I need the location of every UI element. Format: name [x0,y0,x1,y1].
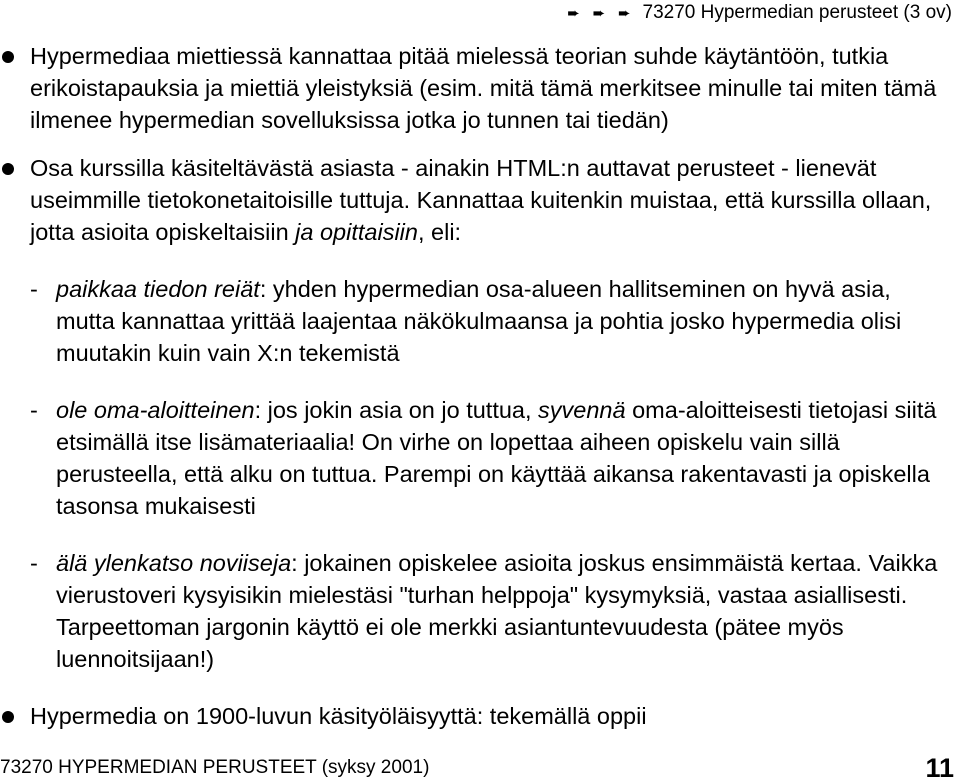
dash-text: : yhden hypermedian osa-alueen hallitseminen on hyvä asia, mutta kannattaa yrittää laajentaa näkökulmaansa ja pohtia josko hypermedia olisi muutakin kuin vain X:n tekemistä [56,276,902,366]
bullet-item-course [0,152,960,248]
dash-item-novices [0,547,960,675]
dash-marker: - [30,397,38,423]
slide-content [0,40,960,732]
dash-text-rest: oma-aloitteisesti tietojasi siitä etsimällä itse lisämateriaalia! On virhe on lopettaa aiheen opiskelu vain sillä perusteella, että alku on tuttua. Parempi on käyttää aikansa rakentavasti ja opiskella tasonsa mukaisesti [56,397,937,519]
bullet-emphasis: ja opittaisiin [295,219,418,245]
bullet-dot-icon [2,711,14,723]
dash-emphasis: älä ylenkatso noviiseja [56,550,292,576]
footer-course-label: 73270 HYPERMEDIAN PERUSTEET (syksy 2001) [0,757,430,778]
slide-header [567,2,952,24]
bullet-item-craft [0,700,960,732]
bullet-text: Osa kurssilla käsiteltävästä asiasta - ainakin HTML:n auttavat perusteet - lienevät useimmille tietokonetaitoisille tuttuja. Kannattaa kuitenkin muistaa, että kurssilla ollaan, jotta asioita opiskeltaisiin [30,155,932,245]
bullet-text: Hypermedia on 1900-luvun käsityöläisyyttä: tekemällä oppii [30,703,647,729]
course-title: 73270 Hypermedian perusteet (3 ov) [642,2,952,23]
dash-marker: - [30,276,38,302]
dash-item-initiative [0,394,960,522]
bullet-item-theory [0,40,960,136]
bullet-text: Hypermediaa miettiessä kannattaa pitää mielessä teorian suhde käytäntöön, tutkia erikoistapauksia ja miettiä yleistyksiä (esim. mitä tämä merkitsee minulle tai miten tämä ilmenee hypermedian sovelluksissa jotka jo tunnen tai tiedän) [30,43,937,133]
bullet-dot-icon [2,51,14,63]
page-number: 11 [925,753,954,783]
dash-emphasis: paikkaa tiedon reiät [56,276,260,302]
dash-item-fill-gaps [0,273,960,369]
dash-marker: - [30,550,38,576]
dash-emphasis: ole oma-aloitteinen [56,397,255,423]
dash-emphasis-deepen: syvennä [538,397,626,423]
bullet-text-tail: , eli: [417,219,462,245]
arrow-icons: ➨ ➨ ➨ [567,4,635,22]
dash-text: : jokainen opiskelee asioita joskus ensimmäistä kertaa. Vaikka vierustoveri kysyisikin mielestäsi "turhan helppoja" kysymyksiä, vastaa asiallisesti. Tarpeettoman jargonin käyttö ei ole merkki asiantuntevuudesta (pätee myös luennoitsijaan!) [56,550,938,672]
dash-text: : jos jokin asia on jo tuttua, [254,397,539,423]
bullet-dot-icon [2,163,14,175]
